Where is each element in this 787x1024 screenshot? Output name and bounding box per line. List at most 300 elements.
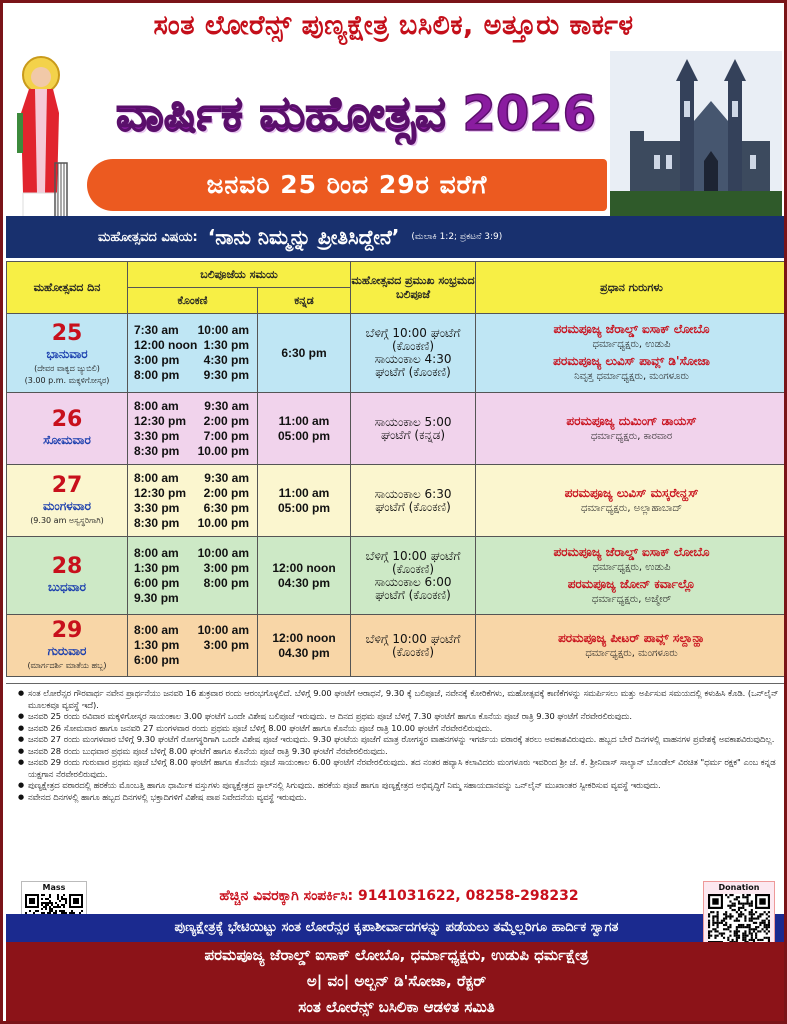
qr-module <box>729 907 731 909</box>
qr-module <box>63 910 65 912</box>
qr-module <box>732 903 734 905</box>
main-mass-line: ಸಾಯಂಕಾಲ 5:00 <box>374 414 452 429</box>
qr-module <box>768 937 770 939</box>
qr-module <box>764 922 766 924</box>
qr-module <box>736 935 738 937</box>
note-item: ● ಜನವರಿ 26 ಸೋಮವಾರ ಹಾಗೂ ಜನವರಿ 27 ಮಂಗಳವಾರ ರಂದು ಪ್ರಥಮ ಪೂಜೆ ಬೆಳಿಗ್ಗೆ 8.00 ಘಂಟೆಗೆ ಹಾಗೂ ಕೊನೆಯ ಪೂಜೆ ರಾತ್ರಿ 10.00 ಘಂಟೆಗೆ ನೆರವೇರಲಿರುವುದು. <box>18 723 779 735</box>
qr-module <box>725 911 727 913</box>
day-name: ಭಾನುವಾರ <box>46 346 88 361</box>
day-name: ಮಂಗಳವಾರ <box>42 499 92 513</box>
footer-committee: ಸಂತ ಲೋರೆನ್ಸ್ ಬಸಿಲಿಕಾ ಆಡಳಿತ ಸಮಿತಿ <box>298 998 495 1016</box>
qr-module <box>47 902 49 904</box>
main-mass-cell <box>351 615 476 677</box>
qr-module <box>55 902 57 904</box>
qr-module <box>725 918 727 920</box>
qr-module <box>65 902 67 904</box>
time-start: 8:00 am <box>134 398 179 413</box>
main-mass-line: ಸಾಯಂಕಾಲ 4:30 <box>374 352 452 366</box>
qr-module <box>744 935 746 937</box>
schedule-row <box>7 537 787 615</box>
qr-module <box>59 910 61 912</box>
qr-module <box>738 915 740 917</box>
time-start: 12:30 pm <box>134 485 187 500</box>
qr-module <box>751 905 753 907</box>
qr-module <box>732 939 734 941</box>
qr-module <box>719 922 721 924</box>
qr-module <box>755 911 757 913</box>
qr-module <box>736 926 738 928</box>
kannada-time: 12:00 noon <box>272 630 336 645</box>
qr-module <box>723 937 725 939</box>
kannada-times <box>258 615 351 677</box>
qr-module <box>757 930 759 932</box>
priest-name: ಪರಮಪೂಜ್ಯ ಲುವಿಸ್ ಪಾವ್ಲ್ ಡಿ'ಸೋಜಾ <box>553 354 710 368</box>
qr-module <box>729 924 731 926</box>
day-cell <box>7 314 128 393</box>
time-start: 3:30 pm <box>134 500 180 515</box>
qr-module <box>49 896 51 898</box>
qr-module <box>45 898 47 900</box>
qr-module <box>766 926 768 928</box>
qr-module <box>746 896 748 898</box>
qr-module <box>768 922 770 924</box>
qr-module <box>738 937 740 939</box>
konkani-times <box>128 615 258 677</box>
qr-module <box>714 915 716 917</box>
konkani-times <box>128 537 258 615</box>
qr-module <box>742 896 744 898</box>
time-end: 3:00 pm <box>203 638 249 652</box>
time-slot <box>134 576 249 591</box>
qr-module <box>742 913 744 915</box>
qr-finder <box>73 898 79 904</box>
qr-module <box>766 928 768 930</box>
priest-cell <box>476 537 787 615</box>
qr-module <box>714 937 716 939</box>
time-slot <box>134 486 249 501</box>
schedule-row <box>7 465 787 537</box>
time-start: 1:30 pm <box>134 560 180 575</box>
qr-module <box>751 939 753 941</box>
qr-module <box>55 910 57 912</box>
main-mass-line: ಬೆಳಿಗ್ಗೆ 10:00 ಘಂಟೆಗೆ <box>365 631 461 646</box>
qr-module <box>740 924 742 926</box>
qr-module <box>734 905 736 907</box>
priest-name: ಪರಮಪೂಜ್ಯ ಲುವಿಸ್ ಮಸ್ಕರೇನ್ಹಸ್ <box>564 485 699 500</box>
footer-rector: ಅ| ವಂ| ಅಲ್ಬನ್ ಡಿ'ಸೋಜಾ, ರೆಕ್ಟರ್ <box>306 972 487 990</box>
qr-module <box>755 918 757 920</box>
qr-module <box>740 915 742 917</box>
main-mass-line: ಘಂಟೆಗೆ (ಕೊಂಕಣಿ) <box>375 499 451 514</box>
qr-module <box>753 930 755 932</box>
time-end: 2:00 pm <box>203 413 249 428</box>
kannada-time: 11:00 am <box>278 413 330 428</box>
time-slot <box>134 471 249 486</box>
qr-module <box>746 898 748 900</box>
qr-module <box>47 904 49 906</box>
qr-module <box>738 924 740 926</box>
notes-section <box>6 683 787 881</box>
qr-module <box>717 926 719 928</box>
qr-module <box>746 924 748 926</box>
qr-module <box>764 926 766 928</box>
qr-module <box>41 894 43 896</box>
qr-module <box>723 928 725 930</box>
kannada-time: 04:30 pm <box>277 575 331 590</box>
time-end: 10:00 am <box>197 545 249 560</box>
qr-module <box>764 911 766 913</box>
qr-module <box>738 926 740 928</box>
kannada-time: 11:00 am <box>278 485 330 500</box>
time-start: 3:00 pm <box>134 353 180 367</box>
qr-module <box>717 924 719 926</box>
qr-module <box>749 905 751 907</box>
theme-banner <box>6 216 787 258</box>
qr-module <box>714 922 716 924</box>
qr-module <box>729 915 731 917</box>
qr-module <box>57 906 59 908</box>
qr-module <box>721 920 723 922</box>
header-priest: ಪ್ರಧಾನ ಗುರುಗಳು <box>476 262 787 314</box>
time-slot <box>134 591 249 606</box>
qr-module <box>710 930 712 932</box>
qr-module <box>35 910 37 912</box>
qr-module <box>757 939 759 941</box>
qr-module <box>725 913 727 915</box>
qr-module <box>712 920 714 922</box>
qr-module <box>753 939 755 941</box>
time-slot <box>134 338 249 353</box>
qr-module <box>717 913 719 915</box>
qr-module <box>723 920 725 922</box>
qr-module <box>57 894 59 896</box>
qr-module <box>65 898 67 900</box>
main-mass-line: (ಕೊಂಕಣಿ) <box>391 561 435 576</box>
qr-module <box>749 928 751 930</box>
priest-title: ಧರ್ಮಾಧ್ಯಕ್ಷರು, ಅಜ್ಮೇರ್ <box>591 593 672 605</box>
main-mass-cell <box>351 537 476 615</box>
qr-module <box>721 935 723 937</box>
time-end: 2:00 pm <box>203 485 249 500</box>
qr-module <box>766 913 768 915</box>
time-end: 6:30 pm <box>203 500 249 515</box>
footer-banner <box>6 942 787 1024</box>
header-mass-time: ಬಲಿಪೂಜೆಯ ಸಮಯ <box>128 262 351 288</box>
qr-module <box>721 932 723 934</box>
note-item: ● ಪುಣ್ಯಕ್ಷೇತ್ರದ ವಠಾರದಲ್ಲಿ ಹರಕೆಯ ಮೊಂಬತ್ತಿ ಹಾಗೂ ಧಾರ್ಮಿಕ ವಸ್ತುಗಳು ಪುಣ್ಯಕ್ಷೇತ್ರದ ಸ್ಟಾಲ್‌ನಲ್ಲಿ ಸಿಗುವುದು. ಹರಕೆಯ ಪೂಜೆ ಹಾಗೂ ಪುಣ್ಯಕ್ಷೇತ್ರದ ಅಭಿವೃದ್ಧಿಗೆ ನಿಮ್ಮ ಸಹಾಯದಾನವನ್ನು ಒನ್‌ಲೈನ್ ಮುಖಾಂತರ ಸ್ವೀಕರಿಸುವ ವ್ಯವಸ್ಥೆ ಇರುವುದು. <box>18 780 779 792</box>
main-mass-line: ಘಂಟೆಗೆ (ಕನ್ನಡ) <box>380 427 446 442</box>
qr-module <box>746 894 748 896</box>
qr-module <box>749 913 751 915</box>
qr-module <box>708 922 710 924</box>
qr-module <box>49 894 51 896</box>
qr-module <box>727 926 729 928</box>
qr-module <box>57 898 59 900</box>
qr-module <box>41 902 43 904</box>
main-mass-line: (ಕೊಂಕಣಿ) <box>391 339 435 353</box>
donation-qr-label: Donation <box>718 883 760 892</box>
time-start: 9.30 pm <box>134 590 179 605</box>
qr-module <box>717 920 719 922</box>
welcome-banner: ಪುಣ್ಯಕ್ಷೇತ್ರಕ್ಕೆ ಭೇಟಿಯಿಟ್ಟು ಸಂತ ಲೋರೆನ್ಸರ ಕೃಪಾಶೀರ್ವಾದಗಳನ್ನು ಪಡೆಯಲು ತಮ್ಮೆಲ್ಲರಿಗೂ ಹಾರ್ದಿಕ ಸ್ವಾಗತ <box>6 914 787 942</box>
qr-module <box>723 918 725 920</box>
time-slot <box>134 653 249 668</box>
qr-module <box>45 904 47 906</box>
qr-module <box>51 902 53 904</box>
note-item: ● ಜನವರಿ 25 ರಂದು ರವಿವಾರ ಮಕ್ಕಳಿಗೋಸ್ಕರ ಸಾಯಂಕಾಲ 3.00 ಘಂಟೆಗೆ ಒಂದೇ ವಿಶೇಷ ಬಲಿಪೂಜೆ ಇರುವುದು. ಆ ದಿನದ ಪ್ರಥಮ ಪೂಜೆ ಬೆಳಿಗ್ಗೆ 7.30 ಘಂಟೆಗೆ ಹಾಗೂ ಕೊನೆಯ ಪೂಜೆ ರಾತ್ರಿ 9.30 ಘಂಟೆಗೆ ನೆರವೇರಲಿರುವುದು. <box>18 711 779 723</box>
qr-module <box>768 924 770 926</box>
header-konkani: ಕೊಂಕಣಿ <box>128 288 258 314</box>
qr-module <box>708 935 710 937</box>
time-end: 10:00 am <box>197 323 249 337</box>
qr-module <box>768 915 770 917</box>
day-note-2: (3.00 p.m. ಮಕ್ಕಳಿಗೋಸ್ಕರ) <box>24 375 110 385</box>
note-item: ● ಜನವರಿ 27 ರಂದು ಮಂಗಳವಾರ ಬೆಳಿಗ್ಗೆ 9.30 ಘಂಟೆಗೆ ರೋಗಸ್ಥರಿಗಾಗಿ ಒಂದೇ ವಿಶೇಷ ಪೂಜೆ ಇರುವುದು. 9.30 ಘಂಟೆಯ ಪೂಜೆಗೆ ಮಾತ್ರ ರೋಗಸ್ಥರ ವಾಹನಗಳನ್ನು ಇಗರ್ಜಿಯ ವಠಾರಕ್ಕೆ ತರಲು ಅವಕಾಶವಿರುವುದು. ಹಬ್ಬದ ಬೇರೆ ದಿನಗಳಲ್ಲಿ ವಾಹನಗಳ ಪ್ರವೇಶಕ್ಕೆ ಅವಕಾಶವಿರುವುದಿಲ್ಲ. <box>18 734 779 746</box>
qr-finder <box>759 898 765 904</box>
kannada-times <box>258 393 351 465</box>
time-slot <box>134 353 249 368</box>
festival-title: ವಾರ್ಷಿಕ ಮಹೋತ್ಸವ 2026 <box>115 86 597 142</box>
qr-module <box>738 896 740 898</box>
qr-module <box>742 903 744 905</box>
qr-module <box>761 939 763 941</box>
time-slot <box>134 501 249 516</box>
qr-module <box>761 920 763 922</box>
qr-module <box>749 903 751 905</box>
qr-module <box>761 913 763 915</box>
qr-module <box>43 906 45 908</box>
qr-module <box>755 937 757 939</box>
kannada-times <box>258 465 351 537</box>
time-slot <box>134 561 249 576</box>
qr-module <box>714 930 716 932</box>
day-name: ಗುರುವಾರ <box>47 644 87 658</box>
main-mass-line: ಘಂಟೆಗೆ (ಕೊಂಕಣಿ) <box>375 587 451 602</box>
qr-module <box>764 920 766 922</box>
qr-module <box>766 924 768 926</box>
qr-module <box>736 928 738 930</box>
time-start: 6:00 pm <box>134 575 180 590</box>
kannada-time: 04.30 pm <box>278 645 330 660</box>
qr-module <box>57 896 59 898</box>
time-start: 8:30 pm <box>134 515 180 530</box>
priest-name: ಪರಮಪೂಜ್ಯ ಜೆರಾಲ್ಡ್ ಐಸಾಕ್ ಲೋಬೊ <box>553 322 710 336</box>
time-start: 7:30 am <box>134 323 179 337</box>
time-start: 12:30 pm <box>134 413 187 428</box>
qr-module <box>736 937 738 939</box>
qr-module <box>757 918 759 920</box>
time-slot <box>134 516 249 531</box>
time-start: 8:00 am <box>134 623 179 637</box>
qr-module <box>744 903 746 905</box>
qr-module <box>710 911 712 913</box>
qr-module <box>51 910 53 912</box>
qr-module <box>49 906 51 908</box>
qr-module <box>61 896 63 898</box>
qr-module <box>759 930 761 932</box>
qr-module <box>723 932 725 934</box>
qr-module <box>37 910 39 912</box>
qr-module <box>759 915 761 917</box>
qr-module <box>57 904 59 906</box>
qr-module <box>768 939 770 941</box>
qr-module <box>757 926 759 928</box>
qr-module <box>738 913 740 915</box>
qr-module <box>751 932 753 934</box>
qr-module <box>734 935 736 937</box>
qr-module <box>729 930 731 932</box>
qr-module <box>740 913 742 915</box>
qr-module <box>766 937 768 939</box>
qr-module <box>734 909 736 911</box>
time-slot <box>134 368 249 383</box>
qr-module <box>712 922 714 924</box>
time-start: 8:00 am <box>134 470 179 485</box>
qr-module <box>742 907 744 909</box>
qr-module <box>768 926 770 928</box>
qr-module <box>759 922 761 924</box>
qr-module <box>712 918 714 920</box>
qr-module <box>712 928 714 930</box>
qr-module <box>744 939 746 941</box>
qr-module <box>736 920 738 922</box>
qr-module <box>51 908 53 910</box>
mass-qr-label: Mass <box>42 883 66 892</box>
schedule-row <box>7 314 787 393</box>
day-number: 29 <box>51 618 83 643</box>
qr-module <box>742 937 744 939</box>
qr-module <box>732 894 734 896</box>
qr-module <box>719 932 721 934</box>
qr-module <box>51 904 53 906</box>
qr-module <box>749 930 751 932</box>
priest-cell <box>476 314 787 393</box>
day-name: ಸೋಮವಾರ <box>43 433 91 447</box>
qr-module <box>717 930 719 932</box>
qr-module <box>759 913 761 915</box>
qr-module <box>755 932 757 934</box>
qr-module <box>732 915 734 917</box>
day-cell <box>7 465 128 537</box>
kannada-times <box>258 537 351 615</box>
qr-module <box>749 911 751 913</box>
time-slot <box>134 623 249 638</box>
time-end: 3:00 pm <box>203 560 249 575</box>
qr-module <box>725 924 727 926</box>
qr-module <box>751 920 753 922</box>
qr-module <box>740 926 742 928</box>
qr-module <box>742 935 744 937</box>
qr-module <box>746 900 748 902</box>
qr-module <box>49 902 51 904</box>
header-day: ಮಹೋತ್ಸವದ ದಿನ <box>7 262 128 314</box>
qr-module <box>751 909 753 911</box>
priest-name: ಪರಮಪೂಜ್ಯ ಜೋನ್ ಕರ್ವಾಲ್ಲೊ <box>567 576 696 591</box>
day-cell <box>7 393 128 465</box>
qr-module <box>725 894 727 896</box>
qr-module <box>751 915 753 917</box>
day-name: ಬುಧವಾರ <box>48 580 86 594</box>
qr-module <box>43 894 45 896</box>
time-start: 6:00 pm <box>134 653 180 667</box>
qr-module <box>736 939 738 941</box>
qr-module <box>751 900 753 902</box>
qr-module <box>29 910 31 912</box>
header-kannada: ಕನ್ನಡ <box>258 288 351 314</box>
qr-module <box>742 894 744 896</box>
konkani-times <box>128 393 258 465</box>
qr-module <box>712 915 714 917</box>
qr-module <box>768 911 770 913</box>
qr-module <box>723 913 725 915</box>
time-end: 9:30 pm <box>203 368 249 382</box>
qr-module <box>727 896 729 898</box>
note-item: ● ನವೇನದ ದಿನಗಳಲ್ಲಿ ಹಾಗೂ ಹಬ್ಬದ ದಿನಗಳಲ್ಲಿ ಭಕ್ತಾದಿಗಳಿಗೆ ವಿಶೇಷ ಪಾಪ ನಿವೇದನೆಯ ವ್ಯವಸ್ಥೆ ಇರುವುದು. <box>18 792 779 804</box>
day-number: 25 <box>51 320 83 346</box>
konkani-times <box>128 314 258 393</box>
main-mass-cell <box>351 314 476 393</box>
qr-module <box>742 939 744 941</box>
qr-module <box>45 908 47 910</box>
time-slot <box>134 444 249 459</box>
date-range-banner: ಜನವರಿ 25 ರಿಂದ 29ರ ವರೆಗೆ <box>87 159 607 211</box>
priest-title: ಧರ್ಮಾಧ್ಯಕ್ಷರು, ಅಲ್ಲಾಹಾಬಾದ್ <box>580 502 683 514</box>
qr-module <box>751 903 753 905</box>
day-cell <box>7 615 128 677</box>
qr-module <box>61 898 63 900</box>
qr-module <box>729 913 731 915</box>
qr-module <box>49 900 51 902</box>
time-end: 8:00 pm <box>203 575 249 590</box>
qr-module <box>734 903 736 905</box>
day-number: 26 <box>51 407 83 432</box>
qr-module <box>738 900 740 902</box>
time-slot <box>134 546 249 561</box>
qr-module <box>63 904 65 906</box>
note-item: ● ಜನವರಿ 29 ರಂದು ಗುರುವಾರ ಪ್ರಥಮ ಪೂಜೆ ಬೆಳಿಗ್ಗೆ 8.00 ಘಂಟೆಗೆ ಹಾಗೂ ಕೊನೆಯ ಪೂಜೆ ಸಾಯಂಕಾಲ 6.00 ಘಂಟೆಗೆ ನೆರವೇರಲಿರುವುದು. ತದ ನಂತರ ಹವ್ಯಾಸಿ ಕಲಾವಿದರು ಮಂಗಳೂರು ಇವರಿಂದ ಶ್ರೀ ಜೆ. ಕೆ. ಶ್ರೀನಿವಾಸ್ ಸಾಲ್ಯಾನ್ ಬೊಂಡೆಲ್ ವಿರಚಿತ "ಧರ್ಮ ರಕ್ಷಕ" ಎಂಬ ಕನ್ನಡ ಯಕ್ಷಗಾನ ನೆರವೇರಲಿರುವುದು. <box>18 757 779 780</box>
qr-module <box>717 915 719 917</box>
qr-module <box>729 894 731 896</box>
qr-module <box>45 902 47 904</box>
day-note: (9.30 am ಅಸ್ವಸ್ಥರಿಗಾಗಿ) <box>30 516 104 525</box>
qr-module <box>708 937 710 939</box>
main-mass-line: ಸಾಯಂಕಾಲ 6:30 <box>374 486 452 501</box>
qr-module <box>744 932 746 934</box>
qr-module <box>764 924 766 926</box>
qr-module <box>49 908 51 910</box>
qr-module <box>736 932 738 934</box>
qr-module <box>717 922 719 924</box>
qr-module <box>49 910 51 912</box>
priest-title: ಧರ್ಮಾಧ್ಯಕ್ಷರು, ಉಡುಪಿ <box>592 339 671 350</box>
qr-module <box>742 926 744 928</box>
kannada-times <box>258 314 351 393</box>
main-mass-cell <box>351 393 476 465</box>
qr-module <box>708 924 710 926</box>
main-mass-cell <box>351 465 476 537</box>
qr-module <box>751 935 753 937</box>
qr-module <box>749 932 751 934</box>
qr-module <box>41 908 43 910</box>
qr-module <box>708 915 710 917</box>
kannada-time: 12:00 noon <box>272 560 336 575</box>
qr-module <box>734 930 736 932</box>
time-end: 1:30 pm <box>203 338 249 352</box>
qr-module <box>708 930 710 932</box>
qr-module <box>727 939 729 941</box>
qr-module <box>45 906 47 908</box>
qr-module <box>55 906 57 908</box>
